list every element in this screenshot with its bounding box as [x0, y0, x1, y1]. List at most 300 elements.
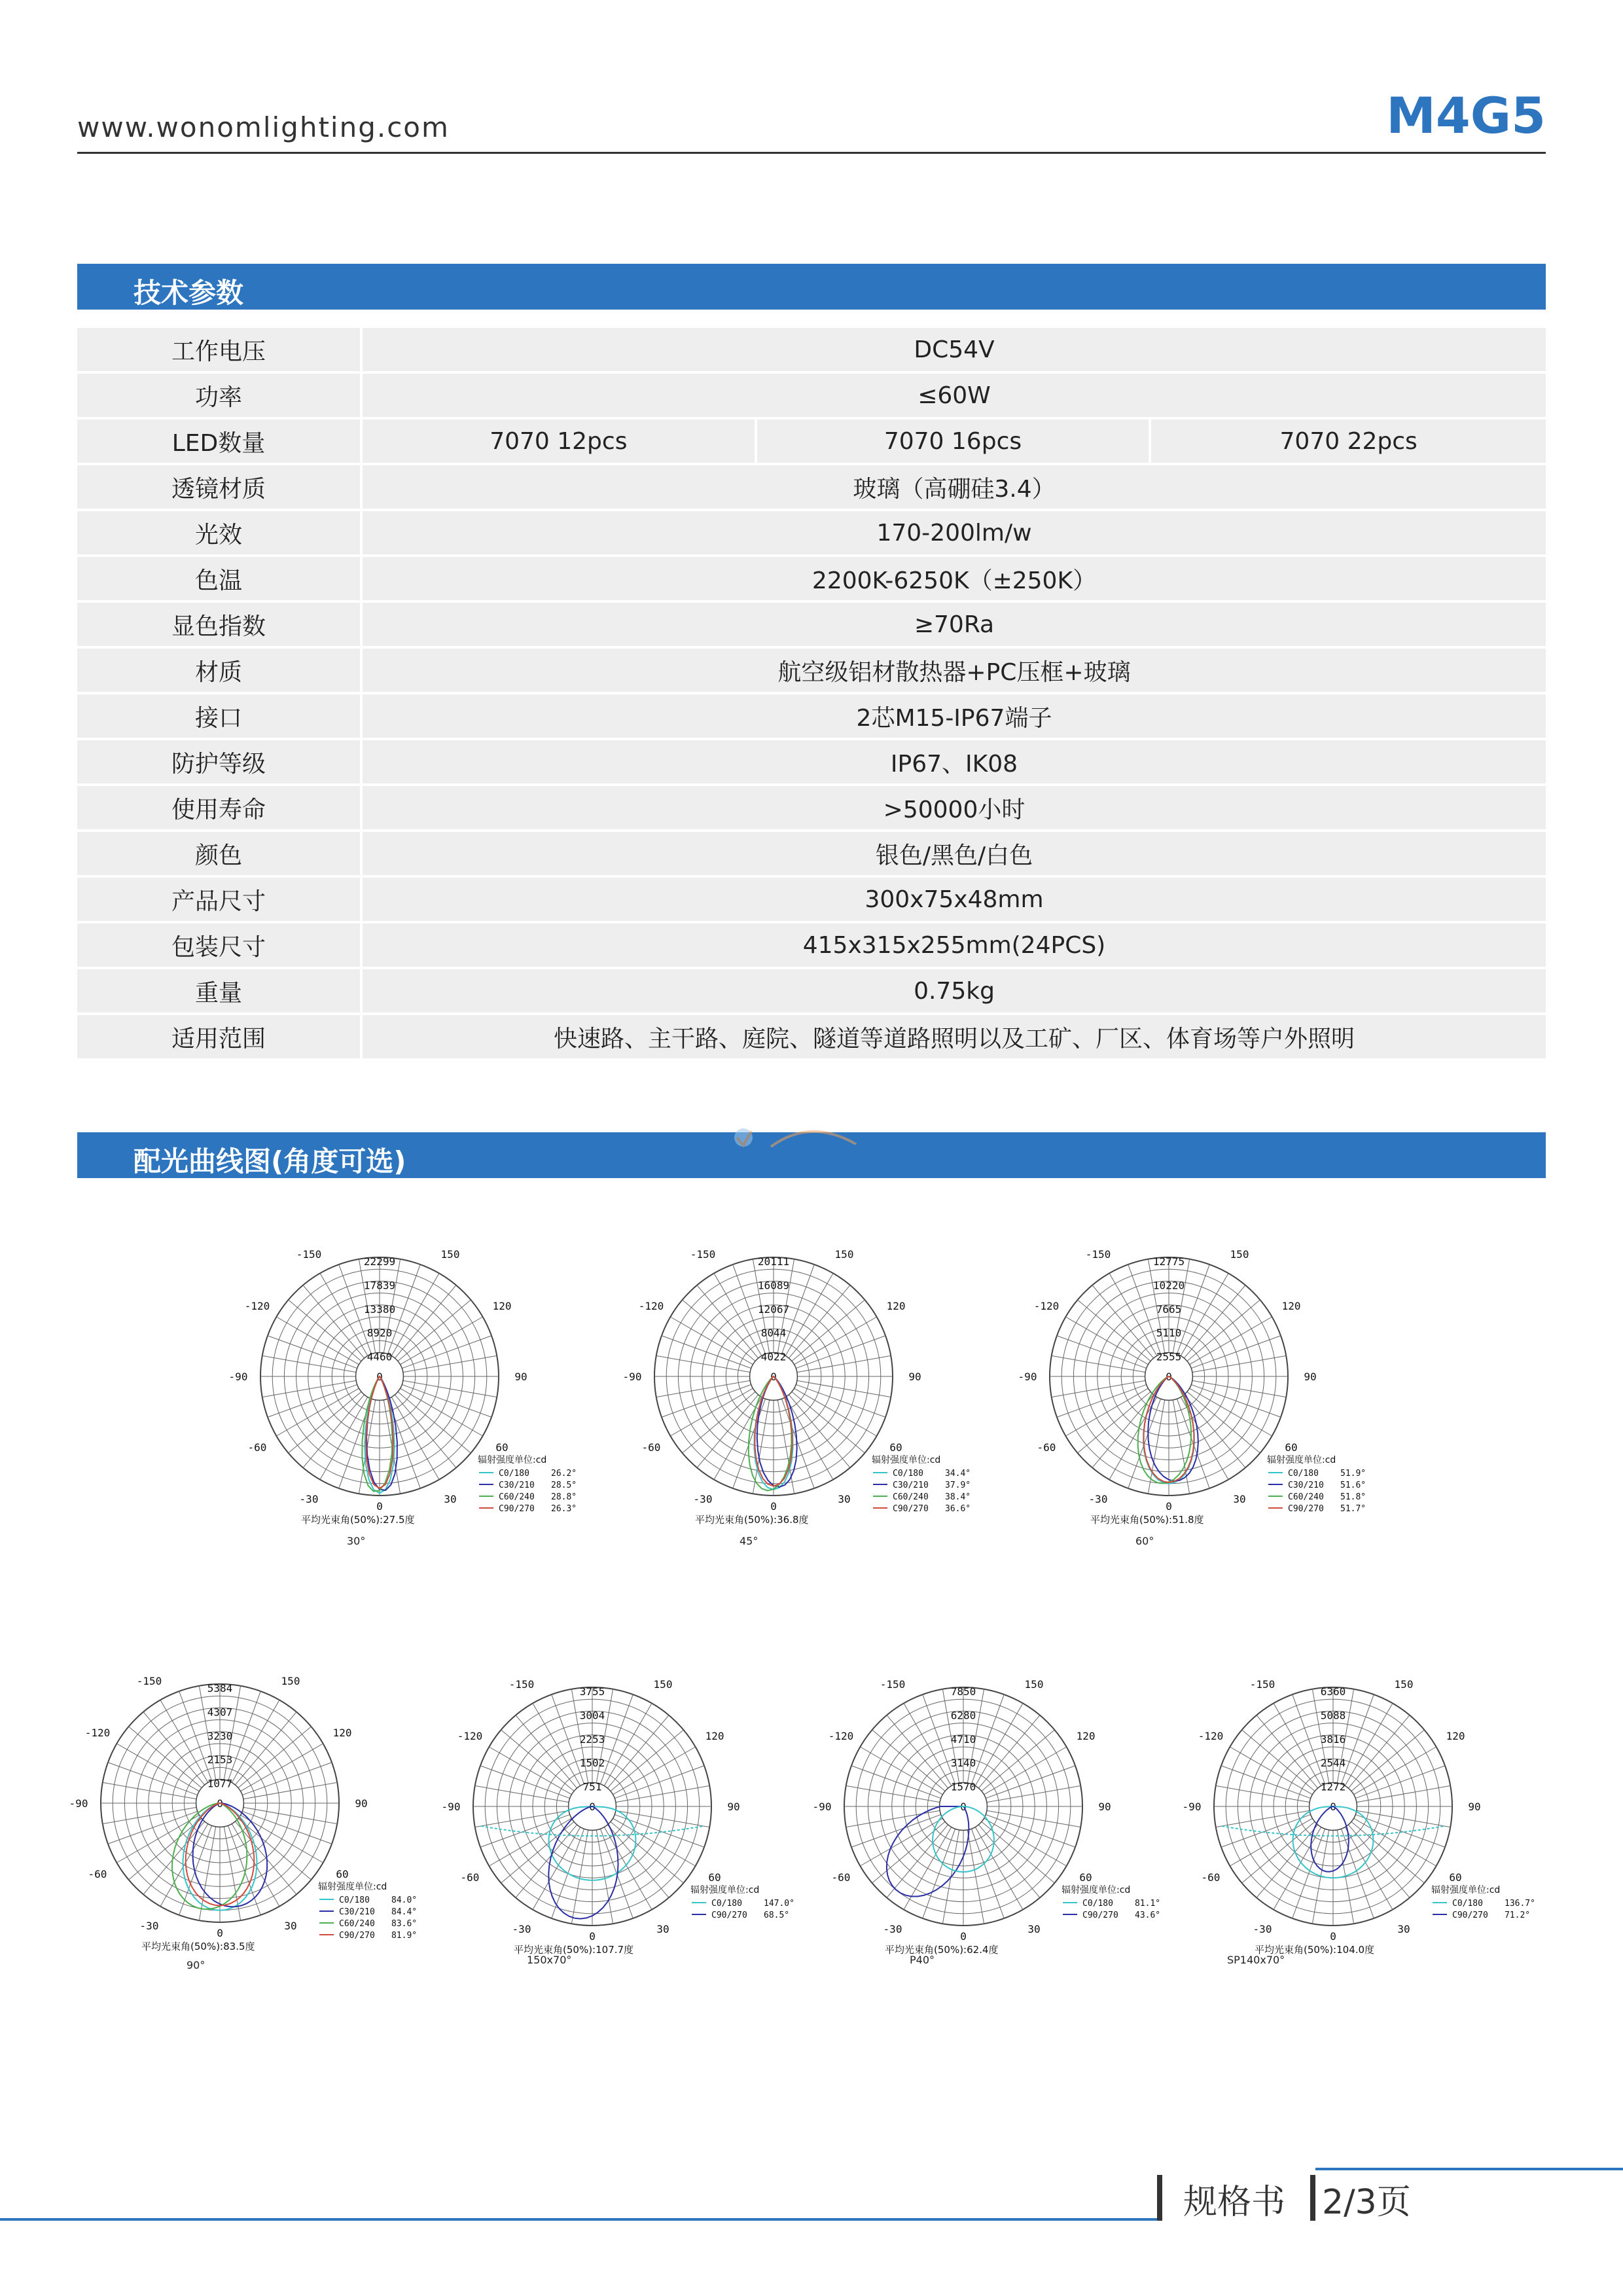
angle-label: 120: [1281, 1300, 1301, 1312]
ring-value-label: 20111: [757, 1255, 790, 1268]
polar-legend: [1267, 1454, 1366, 1514]
average-beam-caption: [141, 1941, 255, 1952]
angle-label: 60: [336, 1868, 349, 1880]
polar-spoke: [1216, 1810, 1310, 1827]
polar-plot: [812, 1656, 1161, 1957]
angle-label: -30: [299, 1493, 319, 1506]
polar-spoke: [987, 1810, 1080, 1827]
ring-value-label: 1502: [579, 1757, 605, 1770]
legend-series-beam: 28.5°: [551, 1480, 577, 1490]
legend-series-name: C30/210: [339, 1907, 375, 1917]
angle-label: 120: [886, 1300, 906, 1312]
legend-series-beam: 81.9°: [391, 1931, 418, 1941]
spec-row: [77, 603, 1546, 646]
angle-label: -60: [247, 1441, 267, 1454]
polar-spoke: [303, 1285, 365, 1359]
polar-spoke: [143, 1712, 205, 1785]
polar-spoke: [116, 1744, 199, 1791]
polar-spoke: [235, 1821, 296, 1895]
polar-spoke: [1355, 1814, 1445, 1847]
polar-spoke: [785, 1273, 833, 1355]
legend-title: 辐射强度单位:cd: [478, 1455, 547, 1465]
polar-spoke: [268, 1384, 357, 1417]
polar-spoke: [1354, 1818, 1436, 1866]
angle-label: 0: [376, 1500, 383, 1513]
polar-spoke: [108, 1763, 198, 1795]
polar-spoke: [1192, 1355, 1286, 1372]
average-beam-caption: [695, 1514, 809, 1526]
polar-legend: [872, 1454, 971, 1514]
legend-series-name: C60/240: [339, 1919, 375, 1929]
angle-label: -120: [244, 1300, 270, 1312]
angle-label: -30: [139, 1920, 159, 1933]
legend-series-beam: 28.8°: [551, 1492, 577, 1502]
polar-spoke: [797, 1380, 891, 1397]
spec-label: LED数量: [77, 420, 363, 463]
beam-angle-title: 90°: [187, 1959, 205, 1971]
center-zero-label: 0: [770, 1371, 777, 1383]
polar-spoke: [978, 1825, 1040, 1898]
polar-spoke: [1109, 1273, 1157, 1355]
polar-spoke: [611, 1730, 684, 1791]
polar-spoke: [1216, 1785, 1310, 1802]
spec-label: 使用寿命: [77, 786, 363, 829]
angle-label: -90: [69, 1797, 88, 1810]
beam-angle-title: 30°: [347, 1535, 366, 1547]
average-beam-value: 27.5度: [383, 1514, 415, 1526]
legend-series-beam: 136.7°: [1505, 1899, 1535, 1909]
legend-series-name: C90/270: [499, 1504, 535, 1514]
angle-label: -30: [512, 1923, 531, 1936]
legend-series-name: C90/270: [339, 1931, 375, 1941]
polar-spoke: [1230, 1818, 1312, 1866]
polar-spoke: [662, 1384, 751, 1417]
angle-label: 90: [1098, 1801, 1111, 1813]
average-beam-caption: [885, 1944, 999, 1956]
polar-spoke: [320, 1397, 368, 1480]
spec-row: [77, 740, 1546, 783]
legend-series-beam: 84.0°: [391, 1895, 418, 1905]
spec-row: [77, 649, 1546, 692]
specs-section-title: 技术参数: [134, 277, 244, 309]
angle-label: -60: [460, 1871, 480, 1884]
polar-spoke: [662, 1336, 751, 1369]
angle-label: 150: [1394, 1677, 1414, 1691]
beam-angle-title: SP140x70°: [1227, 1954, 1285, 1966]
legend-series-name: C0/180: [1288, 1469, 1319, 1479]
polar-spoke: [1242, 1821, 1315, 1883]
polar-spoke: [276, 1317, 359, 1365]
spec-value: 7070 22pcs: [1151, 420, 1546, 463]
angle-label: -90: [1182, 1801, 1202, 1813]
footer-doc-label: 规格书: [1183, 2183, 1286, 2222]
ring-value-label: 1077: [207, 1777, 233, 1790]
spec-label: 重量: [77, 969, 363, 1013]
angle-label: 60: [1449, 1871, 1462, 1884]
polar-spoke: [1345, 1703, 1393, 1785]
spec-row: [77, 328, 1546, 371]
specs-section-bar: [77, 264, 1546, 310]
polar-spoke: [1052, 1380, 1145, 1397]
polar-spoke: [796, 1336, 885, 1369]
angle-label: -120: [457, 1730, 483, 1742]
polar-spoke: [1345, 1827, 1393, 1910]
spec-value: 银色/黑色/白色: [363, 832, 1546, 875]
average-beam-value: 62.4度: [967, 1944, 999, 1956]
polar-spoke: [289, 1300, 362, 1361]
legend-series-beam: 34.4°: [945, 1469, 971, 1479]
spec-row: [77, 557, 1546, 600]
curves-section-title: 配光曲线图(角度可选): [134, 1145, 406, 1177]
angle-label: -150: [1085, 1247, 1111, 1261]
spec-value: ≤60W: [363, 374, 1546, 417]
polar-legend: [318, 1881, 417, 1941]
angle-label: 90: [355, 1797, 368, 1810]
polar-spoke: [320, 1273, 368, 1355]
angle-label: 150: [1230, 1247, 1249, 1261]
ring-value-label: 2153: [207, 1753, 233, 1767]
polar-spoke: [796, 1384, 885, 1417]
polar-spoke: [402, 1336, 491, 1369]
polar-spoke: [987, 1785, 1080, 1802]
polar-spoke: [1092, 1285, 1154, 1359]
polar-spoke: [160, 1700, 208, 1782]
center-zero-label: 0: [376, 1371, 383, 1383]
polar-spoke: [262, 1380, 356, 1397]
angle-label: -150: [508, 1677, 535, 1691]
polar-spoke: [971, 1695, 1004, 1784]
polar-spoke: [683, 1391, 756, 1453]
polar-spoke: [1348, 1715, 1410, 1789]
spec-value: 玻璃（高硼硅3.4）: [363, 465, 1546, 509]
polar-spoke: [604, 1703, 652, 1785]
polar-spoke: [1221, 1766, 1311, 1799]
angle-label: -90: [622, 1371, 642, 1383]
spec-value: >50000小时: [363, 786, 1546, 829]
legend-series-beam: 37.9°: [945, 1480, 971, 1490]
polar-spoke: [683, 1300, 756, 1361]
spec-row: [77, 420, 1546, 463]
polar-spoke: [604, 1827, 652, 1910]
polar-spoke: [403, 1355, 497, 1372]
legend-series-name: C30/210: [1288, 1480, 1324, 1490]
angle-label: -90: [812, 1801, 832, 1813]
polar-spoke: [501, 1730, 575, 1791]
polar-spoke: [613, 1747, 696, 1795]
ring-value-label: 3816: [1320, 1732, 1346, 1746]
legend-series-name: C90/270: [711, 1910, 747, 1920]
angle-label: 150: [834, 1247, 854, 1261]
legend-series-beam: 26.2°: [551, 1469, 577, 1479]
legend-series-name: C90/270: [893, 1504, 929, 1514]
legend-title: 辐射强度单位:cd: [318, 1882, 387, 1892]
beam-angle-title: 45°: [740, 1535, 758, 1547]
spec-value: 航空级铝材散热器+PC压框+玻璃: [363, 649, 1546, 692]
spec-label: 材质: [77, 649, 363, 692]
polar-spoke: [1177, 1265, 1209, 1354]
legend-series-beam: 51.6°: [1340, 1480, 1366, 1490]
angle-label: 0: [217, 1927, 223, 1939]
spec-value: 300x75x48mm: [363, 878, 1546, 921]
polar-spoke: [607, 1825, 669, 1898]
page-number: 2/3页: [1322, 2183, 1411, 2222]
spec-label: 功率: [77, 374, 363, 417]
angle-label: -60: [831, 1871, 851, 1884]
spec-label: 光效: [77, 511, 363, 554]
legend-series-name: C90/270: [1452, 1910, 1488, 1920]
angle-label: 30: [1233, 1493, 1246, 1506]
center-zero-label: 0: [1330, 1801, 1336, 1813]
polar-spoke: [232, 1700, 279, 1782]
ring-value-label: 12775: [1152, 1255, 1185, 1268]
polar-legend: [1431, 1884, 1535, 1920]
polar-spoke: [792, 1300, 865, 1361]
average-beam-value: 107.7度: [596, 1944, 634, 1956]
polar-legend: [1061, 1884, 1160, 1920]
angle-label: -90: [441, 1801, 461, 1813]
polar-spoke: [616, 1810, 709, 1827]
polar-spoke: [607, 1715, 669, 1789]
polar-spoke: [1187, 1300, 1260, 1361]
angle-label: -120: [84, 1727, 111, 1739]
spec-row: [77, 694, 1546, 738]
polar-spoke: [789, 1285, 850, 1359]
angle-label: 60: [889, 1441, 902, 1454]
polar-spoke: [160, 1824, 208, 1907]
ring-value-label: 3755: [579, 1685, 605, 1698]
website-url: www.wonomlighting.com: [77, 111, 450, 143]
ring-value-label: 8044: [760, 1327, 787, 1340]
polar-spoke: [243, 1782, 337, 1799]
footer-divider: [0, 2218, 1160, 2221]
polar-spoke: [846, 1785, 940, 1802]
polar-spoke: [887, 1715, 948, 1789]
legend-series-name: C0/180: [1452, 1899, 1483, 1909]
polar-spoke: [199, 1827, 215, 1920]
watermark-text: 沃 能 智 造: [791, 1164, 849, 1177]
spec-row: [77, 878, 1546, 921]
polar-spoke: [243, 1807, 337, 1823]
polar-spoke: [143, 1821, 205, 1895]
spec-label: 防护等级: [77, 740, 363, 783]
polar-spoke: [1191, 1384, 1281, 1417]
angle-label: -60: [641, 1441, 661, 1454]
polar-spoke: [1357, 1785, 1450, 1802]
polar-spoke: [1230, 1747, 1312, 1795]
polar-spoke: [238, 1727, 312, 1788]
polar-spoke: [670, 1317, 753, 1365]
legend-series-beam: 71.2°: [1505, 1910, 1531, 1920]
polar-spoke: [1057, 1336, 1147, 1369]
angle-label: -120: [828, 1730, 854, 1742]
angle-label: -30: [1088, 1493, 1108, 1506]
angle-label: -150: [690, 1247, 716, 1261]
ring-value-label: 3140: [950, 1757, 976, 1770]
spec-value: 0.75kg: [363, 969, 1546, 1013]
legend-series-name: C60/240: [893, 1492, 929, 1502]
legend-series-name: C90/270: [1288, 1504, 1324, 1514]
angle-label: -30: [1253, 1923, 1272, 1936]
average-beam-prefix: 平均光束角(50%):: [1090, 1514, 1173, 1526]
spec-value: IP67、IK08: [363, 740, 1546, 783]
spec-label: 颜色: [77, 832, 363, 875]
polar-spoke: [1192, 1380, 1286, 1397]
polar-plot: [622, 1226, 971, 1527]
polar-spoke: [613, 1818, 696, 1866]
beam-angle-title: P40°: [910, 1954, 935, 1966]
polar-plot: [441, 1656, 794, 1957]
polar-spoke: [1221, 1814, 1311, 1847]
legend-title: 辐射强度单位:cd: [1061, 1885, 1131, 1895]
ring-value-label: 3230: [207, 1729, 233, 1742]
polar-spoke: [238, 1818, 312, 1880]
polar-spoke: [489, 1818, 571, 1866]
polar-spoke: [670, 1388, 753, 1436]
polar-spoke: [489, 1747, 571, 1795]
ring-value-label: 6360: [1320, 1685, 1346, 1698]
legend-series-name: C90/270: [1082, 1910, 1118, 1920]
legend-series-beam: 147.0°: [764, 1899, 794, 1909]
angle-label: 60: [708, 1871, 721, 1884]
legend-series-name: C0/180: [499, 1469, 529, 1479]
polar-spoke: [794, 1317, 877, 1365]
angle-label: 150: [653, 1677, 673, 1691]
polar-plot: [1182, 1656, 1535, 1957]
polar-spoke: [1065, 1317, 1148, 1365]
ring-value-label: 4022: [760, 1350, 787, 1363]
center-zero-label: 0: [1166, 1371, 1172, 1383]
polar-spoke: [395, 1285, 456, 1359]
polar-spoke: [103, 1807, 196, 1823]
polar-spoke: [242, 1763, 332, 1795]
angle-label: 60: [1285, 1441, 1298, 1454]
spec-row: [77, 1015, 1546, 1058]
spec-label: 适用范围: [77, 1015, 363, 1058]
angle-label: 120: [705, 1730, 724, 1742]
spec-row: [77, 786, 1546, 829]
ring-value-label: 5110: [1156, 1327, 1182, 1340]
angle-label: 90: [1304, 1371, 1317, 1383]
polar-spoke: [276, 1388, 359, 1436]
angle-label: 30: [284, 1920, 297, 1933]
polar-plot: [69, 1653, 418, 1954]
angle-label: -120: [1198, 1730, 1224, 1742]
polar-spoke: [904, 1703, 952, 1785]
polar-spoke: [262, 1355, 356, 1372]
polar-spoke: [228, 1691, 260, 1781]
angle-label: -150: [1249, 1677, 1275, 1691]
angle-label: 0: [770, 1500, 777, 1513]
legend-series-name: C0/180: [339, 1895, 370, 1905]
polar-spoke: [403, 1380, 497, 1397]
legend-series-name: C30/210: [893, 1480, 929, 1490]
ring-value-label: 4460: [366, 1350, 393, 1363]
legend-title: 辐射强度单位:cd: [1431, 1885, 1501, 1895]
polar-spoke: [860, 1818, 942, 1866]
angle-label: -30: [883, 1923, 902, 1936]
polar-spoke: [904, 1827, 952, 1910]
angle-label: -60: [1201, 1871, 1221, 1884]
polar-spoke: [391, 1273, 439, 1355]
polar-plot: [1018, 1226, 1366, 1527]
angle-label: 30: [838, 1493, 851, 1506]
polar-legend: [478, 1454, 577, 1514]
polar-spoke: [984, 1747, 1067, 1795]
ring-value-label: 6280: [950, 1709, 976, 1722]
ring-value-label: 1272: [1320, 1780, 1346, 1793]
legend-series-beam: 26.3°: [551, 1504, 577, 1514]
polar-spoke: [851, 1814, 941, 1847]
polar-legend: [690, 1884, 794, 1920]
spec-label: 透镜材质: [77, 465, 363, 509]
angle-label: 90: [1468, 1801, 1481, 1813]
polar-spoke: [846, 1810, 940, 1827]
polar-spoke: [1148, 1400, 1164, 1494]
polar-spoke: [967, 1830, 984, 1924]
angle-label: 90: [908, 1371, 921, 1383]
spec-label: 色温: [77, 557, 363, 600]
legend-series-beam: 83.6°: [391, 1919, 418, 1929]
polar-spoke: [232, 1824, 279, 1907]
model-code: M4G5: [1386, 86, 1546, 145]
average-beam-value: 83.5度: [223, 1941, 255, 1952]
ring-value-label: 12067: [757, 1302, 790, 1316]
header-divider: [77, 152, 1546, 154]
polar-spoke: [656, 1355, 750, 1372]
polar-spoke: [860, 1747, 942, 1795]
polar-plot: [228, 1226, 577, 1527]
polar-spoke: [1190, 1317, 1272, 1365]
legend-series-name: C0/180: [893, 1469, 923, 1479]
polar-spoke: [1355, 1766, 1445, 1799]
ring-value-label: 2253: [579, 1732, 605, 1746]
polar-spoke: [401, 1388, 483, 1436]
spec-row: [77, 969, 1546, 1013]
spec-value: 2芯M15-IP67端子: [363, 694, 1546, 738]
polar-spoke: [1357, 1810, 1450, 1827]
legend-series-beam: 51.8°: [1340, 1492, 1366, 1502]
polar-spoke: [1293, 1829, 1325, 1918]
angle-label: -150: [880, 1677, 906, 1691]
polar-spoke: [971, 1829, 1004, 1918]
angle-label: -120: [638, 1300, 664, 1312]
angle-label: -60: [88, 1868, 107, 1880]
polar-spoke: [923, 1829, 955, 1918]
spec-value: DC54V: [363, 328, 1546, 371]
angle-label: -150: [296, 1247, 322, 1261]
spec-value: 7070 16pcs: [757, 420, 1152, 463]
polar-spoke: [984, 1818, 1067, 1866]
polar-spoke: [533, 1827, 580, 1910]
average-beam-caption: [1090, 1514, 1204, 1526]
angle-label: 120: [332, 1727, 352, 1739]
polar-spoke: [887, 1825, 948, 1898]
legend-series-name: C0/180: [711, 1899, 742, 1909]
angle-label: -120: [1033, 1300, 1060, 1312]
polar-spoke: [1190, 1388, 1272, 1436]
legend-series-beam: 68.5°: [764, 1910, 790, 1920]
ring-value-label: 3004: [579, 1709, 605, 1722]
polar-spoke: [611, 1821, 684, 1883]
spec-table: [77, 325, 1546, 1061]
ring-value-label: 7665: [1156, 1302, 1182, 1316]
spec-value: ≥70Ra: [363, 603, 1546, 646]
polar-spoke: [975, 1827, 1023, 1910]
legend-series-beam: 51.7°: [1340, 1504, 1366, 1514]
polar-spoke: [475, 1810, 569, 1827]
polar-spoke: [398, 1300, 471, 1361]
angle-label: 0: [589, 1930, 596, 1943]
